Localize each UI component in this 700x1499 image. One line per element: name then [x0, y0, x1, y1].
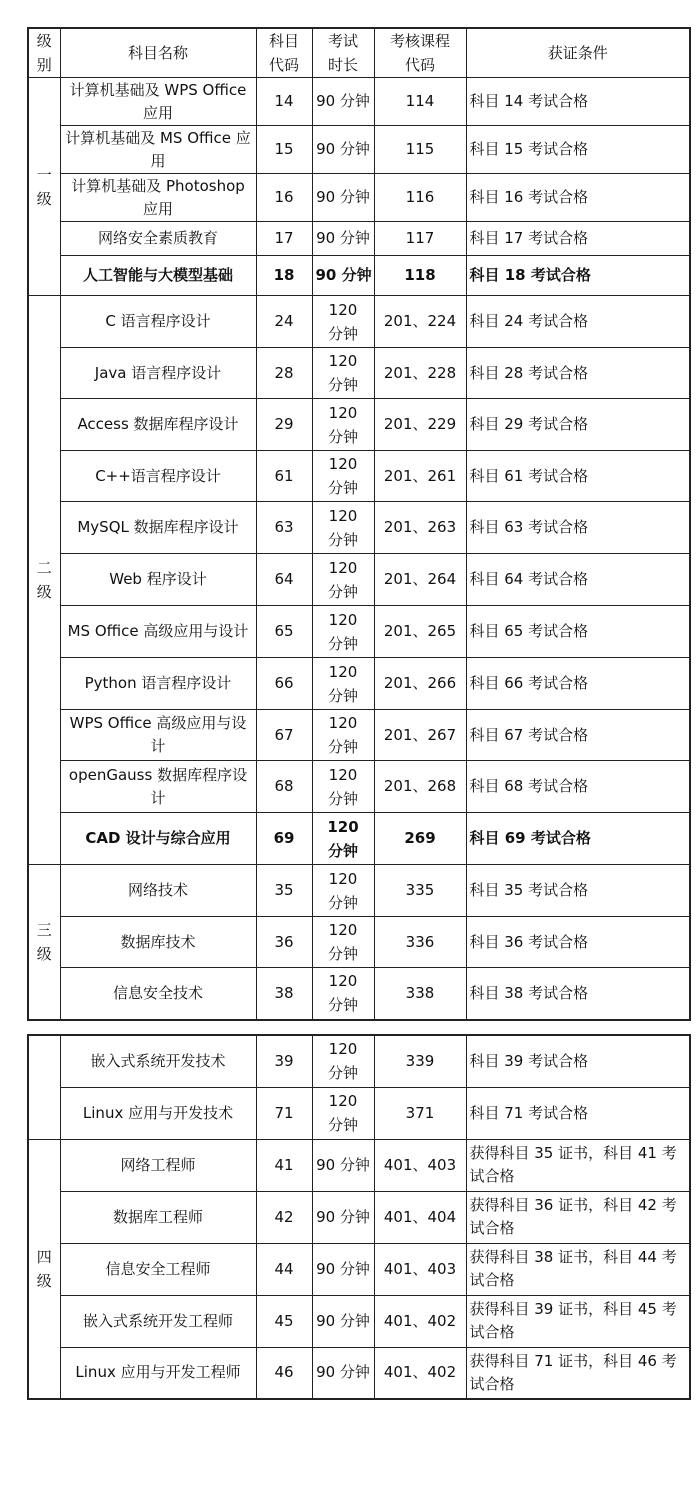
exam-duration: 90 分钟 [312, 1243, 374, 1295]
course-codes: 117 [374, 222, 466, 256]
subject-code: 42 [256, 1191, 312, 1243]
course-codes: 371 [374, 1087, 466, 1139]
subject-code: 44 [256, 1243, 312, 1295]
table-row [28, 348, 690, 399]
subject-name: 网络安全素质教育 [60, 222, 256, 256]
level-label: 四级 [36, 1247, 52, 1290]
subject-code: 41 [256, 1139, 312, 1191]
exam-duration: 120 分钟 [312, 1087, 374, 1139]
exam-duration: 120 分钟 [312, 710, 374, 761]
certificate-condition: 科目 29 考试合格 [466, 399, 690, 451]
subject-code: 46 [256, 1347, 312, 1399]
table-row [28, 1087, 690, 1139]
header-code: 科目代码 [256, 28, 312, 78]
exam-duration: 90 分钟 [312, 222, 374, 256]
certificate-condition: 科目 18 考试合格 [466, 256, 690, 296]
exam-duration: 120 分钟 [312, 968, 374, 1020]
course-codes: 115 [374, 126, 466, 174]
certificate-condition: 获得科目 35 证书，科目 41 考试合格 [466, 1139, 690, 1191]
certificate-condition: 科目 28 考试合格 [466, 348, 690, 399]
table-row [28, 296, 690, 348]
table-row [28, 761, 690, 813]
exam-duration: 120 分钟 [312, 296, 374, 348]
subject-name: openGauss 数据库程序设计 [60, 761, 256, 813]
subject-name: 数据库技术 [60, 917, 256, 968]
subject-code: 39 [256, 1035, 312, 1087]
table-row [28, 865, 690, 917]
level-cell [28, 865, 60, 1020]
subject-code: 15 [256, 126, 312, 174]
course-codes: 201、228 [374, 348, 466, 399]
subject-name: 计算机基础及 Photoshop 应用 [60, 174, 256, 222]
course-codes: 201、261 [374, 451, 466, 502]
subject-code: 66 [256, 658, 312, 710]
exam-duration: 120 分钟 [312, 865, 374, 917]
course-codes: 401、403 [374, 1243, 466, 1295]
header-course: 考核课程代码 [374, 28, 466, 78]
subject-code: 36 [256, 917, 312, 968]
exam-duration: 120 分钟 [312, 1035, 374, 1087]
exam-duration: 90 分钟 [312, 174, 374, 222]
subject-name: Java 语言程序设计 [60, 348, 256, 399]
table-row [28, 968, 690, 1020]
certificate-condition: 科目 69 考试合格 [466, 813, 690, 865]
certificate-condition: 获得科目 36 证书，科目 42 考试合格 [466, 1191, 690, 1243]
course-codes: 114 [374, 78, 466, 126]
table-row [28, 710, 690, 761]
subject-code: 69 [256, 813, 312, 865]
subject-name: MS Office 高级应用与设计 [60, 606, 256, 658]
subject-name: 数据库工程师 [60, 1191, 256, 1243]
course-codes: 201、263 [374, 502, 466, 554]
header-duration: 考试时长 [312, 28, 374, 78]
table-row [28, 451, 690, 502]
course-codes: 335 [374, 865, 466, 917]
subject-name: 嵌入式系统开发技术 [60, 1035, 256, 1087]
subject-name: Web 程序设计 [60, 554, 256, 606]
course-codes: 401、402 [374, 1295, 466, 1347]
course-codes: 401、403 [374, 1139, 466, 1191]
table-row [28, 1191, 690, 1243]
table-row [28, 174, 690, 222]
certificate-condition: 科目 35 考试合格 [466, 865, 690, 917]
exam-duration: 120 分钟 [312, 658, 374, 710]
exam-duration: 90 分钟 [312, 1347, 374, 1399]
header-name: 科目名称 [60, 28, 256, 78]
certificate-condition: 科目 71 考试合格 [466, 1087, 690, 1139]
subject-code: 38 [256, 968, 312, 1020]
subject-name: Linux 应用与开发技术 [60, 1087, 256, 1139]
exam-duration: 90 分钟 [312, 126, 374, 174]
subject-name: 信息安全技术 [60, 968, 256, 1020]
exam-subjects-table-part2 [27, 1034, 691, 1400]
exam-subjects-table-part1 [27, 27, 691, 1021]
course-codes: 201、264 [374, 554, 466, 606]
level-cell [28, 1035, 60, 1139]
course-codes: 116 [374, 174, 466, 222]
certificate-condition: 科目 68 考试合格 [466, 761, 690, 813]
subject-name: 人工智能与大模型基础 [60, 256, 256, 296]
course-codes: 201、267 [374, 710, 466, 761]
subject-name: C 语言程序设计 [60, 296, 256, 348]
exam-duration: 120 分钟 [312, 917, 374, 968]
table-row [28, 606, 690, 658]
subject-code: 65 [256, 606, 312, 658]
course-codes: 339 [374, 1035, 466, 1087]
exam-duration: 90 分钟 [312, 1191, 374, 1243]
course-codes: 401、404 [374, 1191, 466, 1243]
course-codes: 118 [374, 256, 466, 296]
course-codes: 201、224 [374, 296, 466, 348]
exam-duration: 120 分钟 [312, 554, 374, 606]
subject-code: 24 [256, 296, 312, 348]
subject-code: 14 [256, 78, 312, 126]
subject-code: 61 [256, 451, 312, 502]
level-label: 二级 [36, 559, 52, 601]
certificate-condition: 科目 14 考试合格 [466, 78, 690, 126]
certificate-condition: 获得科目 39 证书，科目 45 考试合格 [466, 1295, 690, 1347]
subject-name: Linux 应用与开发工程师 [60, 1347, 256, 1399]
course-codes: 401、402 [374, 1347, 466, 1399]
certificate-condition: 科目 15 考试合格 [466, 126, 690, 174]
header-row [28, 28, 690, 78]
course-codes: 336 [374, 917, 466, 968]
subject-name: 计算机基础及 WPS Office 应用 [60, 78, 256, 126]
table-row [28, 1347, 690, 1399]
table-row [28, 78, 690, 126]
course-codes: 269 [374, 813, 466, 865]
certificate-condition: 科目 61 考试合格 [466, 451, 690, 502]
subject-code: 17 [256, 222, 312, 256]
table-row [28, 502, 690, 554]
exam-duration: 120 分钟 [312, 399, 374, 451]
subject-code: 16 [256, 174, 312, 222]
certificate-condition: 获得科目 38 证书，科目 44 考试合格 [466, 1243, 690, 1295]
header-condition: 获证条件 [466, 28, 690, 78]
table-row [28, 1035, 690, 1087]
table-row [28, 399, 690, 451]
certificate-condition: 科目 67 考试合格 [466, 710, 690, 761]
subject-code: 67 [256, 710, 312, 761]
subject-name: 网络工程师 [60, 1139, 256, 1191]
course-codes: 201、265 [374, 606, 466, 658]
subject-name: CAD 设计与综合应用 [60, 813, 256, 865]
table-row [28, 222, 690, 256]
exam-duration: 120 分钟 [312, 813, 374, 865]
subject-name: MySQL 数据库程序设计 [60, 502, 256, 554]
certificate-condition: 科目 66 考试合格 [466, 658, 690, 710]
level-cell [28, 78, 60, 296]
subject-code: 71 [256, 1087, 312, 1139]
certificate-condition: 获得科目 71 证书，科目 46 考试合格 [466, 1347, 690, 1399]
exam-duration: 90 分钟 [312, 1139, 374, 1191]
exam-duration: 90 分钟 [312, 78, 374, 126]
table-row [28, 554, 690, 606]
certificate-condition: 科目 65 考试合格 [466, 606, 690, 658]
exam-duration: 120 分钟 [312, 761, 374, 813]
subject-name: Python 语言程序设计 [60, 658, 256, 710]
table-row [28, 1243, 690, 1295]
exam-duration: 120 分钟 [312, 348, 374, 399]
subject-name: Access 数据库程序设计 [60, 399, 256, 451]
header-level: 级别 [28, 28, 60, 78]
subject-code: 35 [256, 865, 312, 917]
level-label: 一级 [36, 165, 52, 208]
subject-code: 29 [256, 399, 312, 451]
subject-code: 18 [256, 256, 312, 296]
level-cell [28, 296, 60, 865]
certificate-condition: 科目 36 考试合格 [466, 917, 690, 968]
subject-name: 嵌入式系统开发工程师 [60, 1295, 256, 1347]
table-row [28, 256, 690, 296]
course-codes: 201、229 [374, 399, 466, 451]
certificate-condition: 科目 16 考试合格 [466, 174, 690, 222]
exam-duration: 120 分钟 [312, 451, 374, 502]
certificate-condition: 科目 39 考试合格 [466, 1035, 690, 1087]
exam-duration: 120 分钟 [312, 606, 374, 658]
certificate-condition: 科目 24 考试合格 [466, 296, 690, 348]
subject-code: 28 [256, 348, 312, 399]
level-label: 三级 [36, 920, 52, 963]
table-row [28, 813, 690, 865]
certificate-condition: 科目 63 考试合格 [466, 502, 690, 554]
subject-name: 网络技术 [60, 865, 256, 917]
table-row [28, 126, 690, 174]
subject-code: 64 [256, 554, 312, 606]
course-codes: 201、266 [374, 658, 466, 710]
course-codes: 338 [374, 968, 466, 1020]
subject-name: C++语言程序设计 [60, 451, 256, 502]
certificate-condition: 科目 64 考试合格 [466, 554, 690, 606]
table-row [28, 917, 690, 968]
table-row [28, 1139, 690, 1191]
subject-code: 63 [256, 502, 312, 554]
subject-name: 计算机基础及 MS Office 应用 [60, 126, 256, 174]
exam-duration: 90 分钟 [312, 1295, 374, 1347]
subject-name: 信息安全工程师 [60, 1243, 256, 1295]
exam-duration: 90 分钟 [312, 256, 374, 296]
subject-code: 68 [256, 761, 312, 813]
subject-name: WPS Office 高级应用与设计 [60, 710, 256, 761]
certificate-condition: 科目 38 考试合格 [466, 968, 690, 1020]
exam-duration: 120 分钟 [312, 502, 374, 554]
subject-code: 45 [256, 1295, 312, 1347]
table-row [28, 1295, 690, 1347]
certificate-condition: 科目 17 考试合格 [466, 222, 690, 256]
course-codes: 201、268 [374, 761, 466, 813]
level-cell [28, 1139, 60, 1399]
table-row [28, 658, 690, 710]
